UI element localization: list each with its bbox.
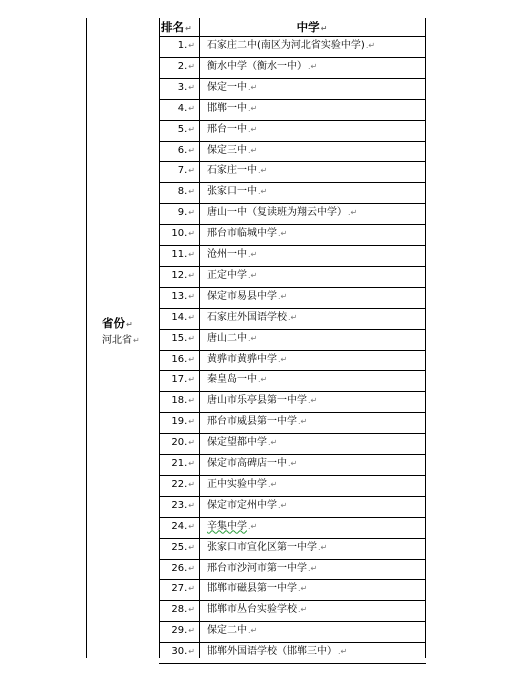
school-cell: 衡水中学（衡水一中）.↵ <box>207 60 318 72</box>
table-border-right <box>425 18 426 658</box>
school-cell: 保定二中.↵ <box>207 625 258 637</box>
school-cell: 保定市高碑店一中.↵ <box>207 458 298 469</box>
school-cell: 保定市易县中学.↵ <box>207 290 288 302</box>
school-cell: 保定三中.↵ <box>207 144 258 156</box>
rank-cell: 21.↵ <box>171 458 195 469</box>
school-cell: 邢台一中.↵ <box>207 123 258 135</box>
school-header: 中学↵ <box>296 20 328 34</box>
school-cell: 保定市定州中学.↵ <box>207 499 288 511</box>
school-cell: 唐山市乐亭县第一中学.↵ <box>207 395 318 407</box>
school-cell: 正中实验中学.↵ <box>207 478 278 490</box>
rank-cell: 6.↵ <box>177 144 195 156</box>
school-cell: 石家庄一中.↵ <box>207 165 268 177</box>
rank-cell: 8.↵ <box>177 186 195 198</box>
rank-cell: 19.↵ <box>171 416 195 428</box>
rank-cell: 20.↵ <box>171 437 195 449</box>
rank-cell: 12.↵ <box>171 269 195 281</box>
rank-cell: 9.↵ <box>177 207 195 219</box>
table-border-rank <box>199 18 200 658</box>
school-cell: 邢台市临城中学.↵ <box>207 228 288 240</box>
rank-cell: 2.↵ <box>177 60 195 72</box>
rank-cell: 17.↵ <box>171 374 195 386</box>
school-cell: 邯郸市丛台实验学校.↵ <box>207 604 308 616</box>
rank-cell: 16.↵ <box>171 353 195 365</box>
school-cell: 黄骅市黄骅中学.↵ <box>207 353 288 365</box>
province-header: 省份↵ <box>102 316 133 330</box>
rank-header: 排名↵ <box>161 20 192 34</box>
table-border-left <box>86 18 87 658</box>
rank-cell: 10.↵ <box>171 228 195 240</box>
school-cell: 正定中学.↵ <box>207 269 258 281</box>
rank-cell: 26.↵ <box>171 562 195 574</box>
rank-cell: 29.↵ <box>171 625 195 637</box>
rank-cell: 11.↵ <box>171 249 195 260</box>
school-cell: 石家庄外国语学校.↵ <box>207 311 298 323</box>
rank-cell: 7.↵ <box>177 165 195 177</box>
rank-cell: 25.↵ <box>171 541 195 553</box>
rank-cell: 4.↵ <box>177 102 195 114</box>
school-cell: 张家口市宣化区第一中学.↵ <box>207 541 328 553</box>
school-cell: 沧州一中.↵ <box>207 249 258 260</box>
rank-cell: 3.↵ <box>177 81 195 93</box>
rank-cell: 30.↵ <box>171 646 195 658</box>
rank-cell: 28.↵ <box>171 604 195 616</box>
school-cell: 保定望都中学.↵ <box>207 437 278 449</box>
rank-cell: 18.↵ <box>171 395 195 407</box>
school-cell: 唐山一中（复读班为翔云中学）.↵ <box>207 207 358 219</box>
rank-cell: 13.↵ <box>171 290 195 302</box>
rank-cell: 15.↵ <box>171 332 195 344</box>
province-value: 河北省↵ <box>102 335 140 346</box>
rank-cell: 22.↵ <box>171 478 195 490</box>
rank-cell: 14.↵ <box>171 311 195 323</box>
rank-cell: 24.↵ <box>171 520 195 532</box>
school-cell: 辛集中学.↵ <box>207 520 258 532</box>
rank-cell: 5.↵ <box>177 123 195 135</box>
school-cell: 唐山二中.↵ <box>207 332 258 344</box>
school-cell: 邢台市威县第一中学.↵ <box>207 416 308 428</box>
rank-cell: 1.↵ <box>177 40 195 51</box>
school-cell: 邯郸一中.↵ <box>207 102 258 114</box>
table-row-divider <box>159 663 426 664</box>
rank-cell: 23.↵ <box>171 499 195 511</box>
rank-cell: 27.↵ <box>171 583 195 595</box>
school-cell: 邯郸市磁县第一中学.↵ <box>207 583 308 595</box>
school-cell: 张家口一中.↵ <box>207 186 268 198</box>
school-cell: 保定一中.↵ <box>207 81 258 93</box>
school-cell: 石家庄二中(南区为河北省实验中学).↵ <box>207 40 376 51</box>
school-cell: 邢台市沙河市第一中学.↵ <box>207 562 318 574</box>
school-cell: 秦皇岛一中.↵ <box>207 374 268 386</box>
school-cell: 邯郸外国语学校（邯郸三中）.↵ <box>207 646 348 658</box>
